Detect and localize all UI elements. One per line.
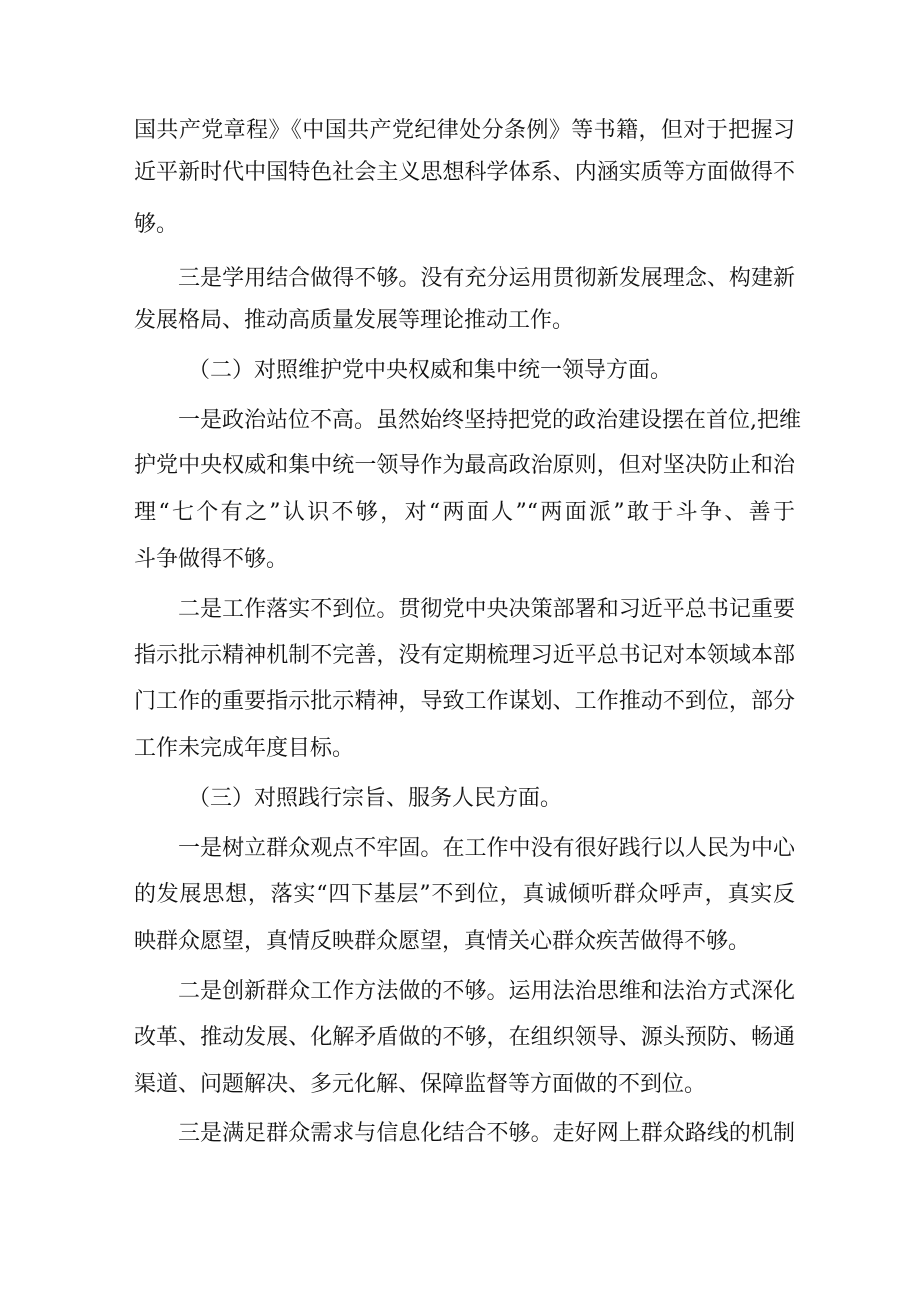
text-line: 工作未完成年度目标。 bbox=[134, 736, 355, 761]
text-line: 斗争做得不够。 bbox=[134, 547, 289, 572]
text-line: 理“七个有之”认识不够，对“两面人”“两面派”敢于斗争、善于 bbox=[134, 500, 795, 525]
text-line: 指示批示精神机制不完善，没有定期梳理习近平总书记对本领域本部 bbox=[134, 643, 795, 668]
text-line: 护党中央权威和集中统一领导作为最高政治原则，但对坚决防止和治 bbox=[134, 453, 795, 478]
text-line: 改革、推动发展、化解矛盾做的不够，在组织领导、源头预防、畅通 bbox=[134, 1025, 795, 1050]
text-line: 的发展思想，落实“四下基层”不到位，真诚倾听群众呼声，真实反 bbox=[134, 882, 795, 907]
text-line: 渠道、问题解决、多元化解、保障监督等方面做的不到位。 bbox=[134, 1072, 707, 1097]
text-line: 够。 bbox=[134, 212, 179, 237]
paragraph-start-line: 一是政治站位不高。虽然始终坚持把党的政治建设摆在首位,把维 bbox=[178, 408, 801, 433]
paragraph-start-line: 三是学用结合做得不够。没有充分运用贯彻新发展理念、构建新 bbox=[178, 266, 795, 291]
paragraph-start-line: 三是满足群众需求与信息化结合不够。走好网上群众路线的机制 bbox=[178, 1121, 795, 1146]
text-line: 发展格局、推动高质量发展等理论推动工作。 bbox=[134, 308, 575, 333]
paragraph-start-line: 二是工作落实不到位。贯彻党中央决策部署和习近平总书记重要 bbox=[178, 597, 795, 622]
text-line: 国共产党章程》《中国共产党纪律处分条例》等书籍，但对于把握习 bbox=[134, 118, 795, 143]
text-line: 近平新时代中国特色社会主义思想科学体系、内涵实质等方面做得不 bbox=[134, 160, 795, 185]
section-heading: （二）对照维护党中央权威和集中统一领导方面。 bbox=[188, 358, 673, 383]
text-line: 门工作的重要指示批示精神，导致工作谋划、工作推动不到位，部分 bbox=[134, 689, 795, 714]
paragraph-start-line: 二是创新群众工作方法做的不够。运用法治思维和法治方式深化 bbox=[178, 979, 795, 1004]
section-heading: （三）对照践行宗旨、服务人民方面。 bbox=[188, 786, 563, 811]
paragraph-start-line: 一是树立群众观点不牢固。在工作中没有很好践行以人民为中心 bbox=[178, 836, 795, 861]
text-line: 映群众愿望，真情反映群众愿望，真情关心群众疾苦做得不够。 bbox=[134, 929, 751, 954]
